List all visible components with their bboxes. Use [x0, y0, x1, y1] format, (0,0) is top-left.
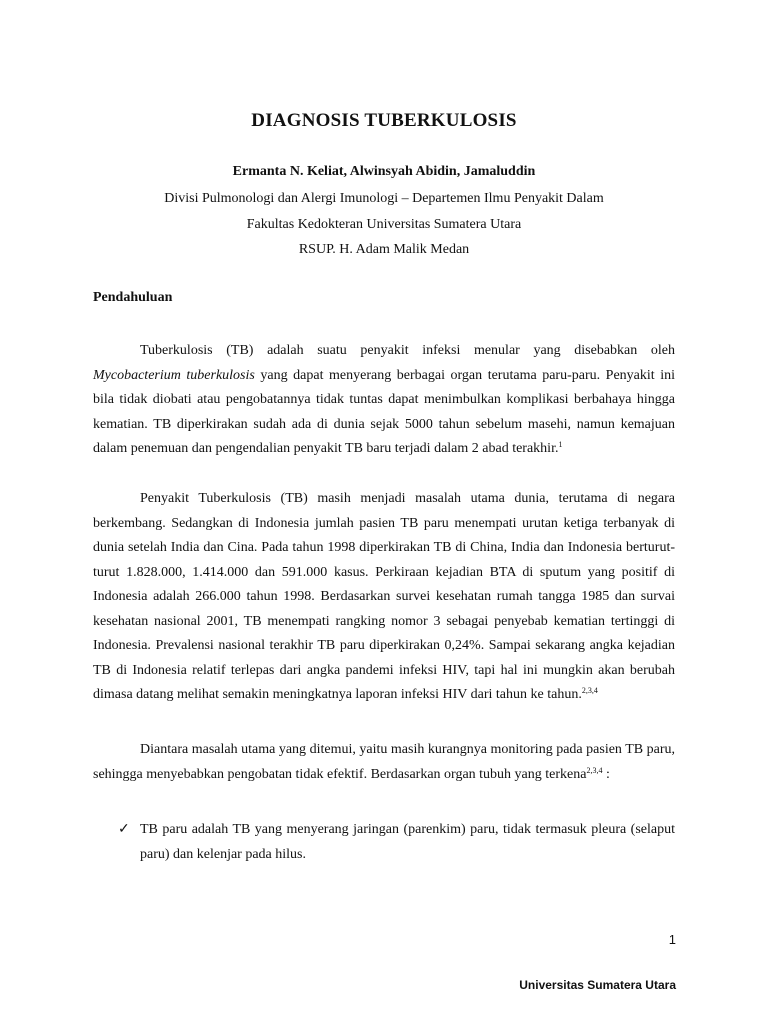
paragraph-problems-body: Diantara masalah utama yang ditemui, yaitu masih kurangnya monitoring pada pasien TB paru, sehingga menyebabkan pengobatan tidak efektif. Berdasarkan organ tubuh yang terkena [93, 742, 675, 782]
organism-name: Mycobacterium tuberkulosis [93, 367, 255, 383]
footer-institution: Universitas Sumatera Utara [519, 978, 676, 992]
paragraph-problems [93, 738, 675, 787]
paragraph-intro-body: yang dapat menyerang berbagai organ terutama paru-paru. Penyakit ini bila tidak diobati atau pengobatannya tidak tuntas dapat menimbulkan komplikasi berbahaya hingga kematian. TB diperkirakan sudah ada di dunia sejak 5000 tahun sebelum masehi, namun kemajuan dalam penemuan dan pengendalian penyakit TB baru terjadi dalam 2 abad terakhir. [93, 367, 676, 456]
affiliation-division: Divisi Pulmonologi dan Alergi Imunologi – Departemen Ilmu Penyakit Dalam [164, 191, 604, 206]
author-list: Ermanta N. Keliat, Alwinsyah Abidin, Jamaluddin [232, 164, 536, 179]
paragraph-epidemiology [93, 487, 675, 708]
citation-ref: 2,3,4 [586, 765, 603, 775]
paragraph-epidemiology-body: Penyakit Tuberkulosis (TB) masih menjadi masalah utama dunia, terutama di negara berkembang. Sedangkan di Indonesia jumlah pasien TB paru menempati urutan ketiga terbanyak di dunia setelah India dan Cina. Pada tahun 1998 diperkirakan TB di China, India dan Indonesia berturut-turut 1.828.000, 1.414.000 dan 591.000 kasus. Perkiraan kejadian BTA di sputum yang positif di Indonesia adalah 266.000 tahun 1998. Berdasarkan survei kesehatan rumah tangga 1985 dan survai kesehatan nasional 2001, TB menempati rangking nomor 3 sebagai penyebab kematian tertinggi di Indonesia. Prevalensi nasional terakhir TB paru diperkirakan 0,24%. Sampai sekarang angka kejadian TB di Indonesia relatif terlepas dari angka pandemi infeksi HIV, tapi hal ini mungkin akan berubah dimasa datang melihat semakin meningkatnya laporan infeksi HIV dari tahun ke tahun. [93, 491, 675, 702]
citation-ref: 2,3,4 [581, 686, 598, 695]
paragraph-intro [93, 339, 675, 462]
checklist-item-text: TB paru adalah TB yang menyerang jaringan (parenkim) paru, tidak termasuk pleura (selaput paru) dan kelenjar pada hilus. [140, 822, 675, 862]
section-heading: Pendahuluan [93, 290, 173, 305]
affiliation-faculty: Fakultas Kedokteran Universitas Sumatera Utara [246, 217, 522, 232]
paragraph-intro-lead: Tuberkulosis (TB) adalah suatu penyakit infeksi menular yang disebabkan oleh [140, 343, 675, 358]
document-title: DIAGNOSIS TUBERKULOSIS [251, 110, 517, 131]
checkmark-icon: ✓ [118, 822, 130, 837]
affiliation-hospital: RSUP. H. Adam Malik Medan [298, 242, 470, 257]
citation-ref: 1 [558, 440, 563, 449]
page-number: 1 [668, 932, 676, 947]
paragraph-problems-tail: : [602, 766, 610, 782]
